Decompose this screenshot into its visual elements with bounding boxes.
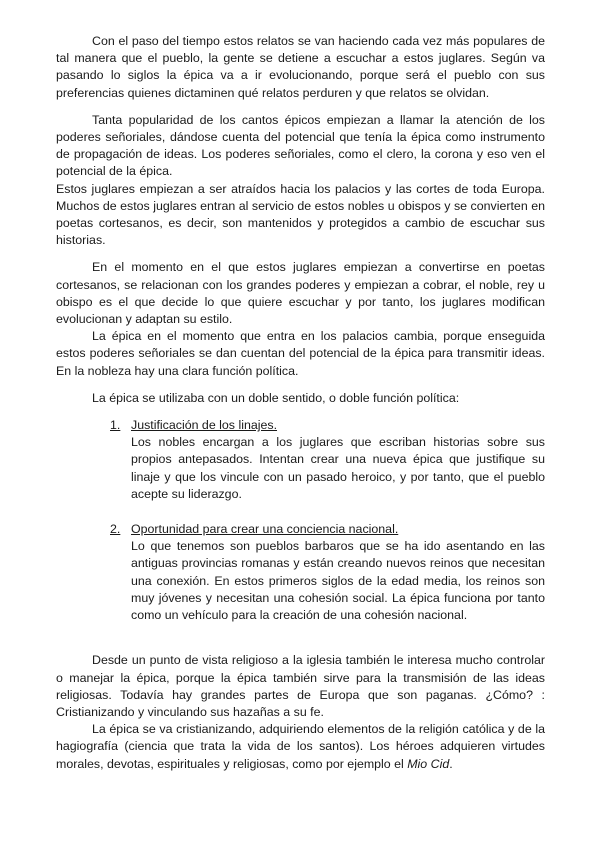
list-item-body: Los nobles encargan a los juglares que escriban historias sobre sus propios antepasados. Intentan crear una nueva épica que justifique su linaje y que los vincule con un pasado heroico, y por tanto, que el pueblo acepte su liderazgo. (131, 435, 545, 501)
list-item-number: 1. (110, 418, 121, 433)
list-item-number: 2. (110, 522, 121, 537)
paragraph-political-function: La épica en el momento que entra en los palacios cambia, porque enseguida estos poderes señoriales se dan cuentan del potencial de la épica para transmitir ideas. En la nobleza hay una clara función política. (56, 329, 545, 378)
list-item-body: Lo que tenemos son pueblos barbaros que se ha ido asentando en las antiguas provincias romanas y están creando nuevos reinos que necesitan una conexión. En estos primeros siglos de la edad media, los reinos son muy jóvenes y necesitan una cohesión social. La épica funciona por tanto como un vehículo para la creación de una cohesión nacional. (131, 539, 545, 623)
mio-cid-title: Mio Cid (407, 756, 450, 771)
paragraph-religious: Desde un punto de vista religioso a la iglesia también le interesa mucho controlar o manejar la épica, porque la épica también sirve para la transmisión de las ideas religiosas. Todavía hay grandes partes de Europa que son paganas. ¿Cómo? : Cristianizando y vinculando sus hazañas a su fe. (56, 653, 545, 719)
christianization-end: . (449, 756, 453, 771)
paragraph-double-sense: La épica se utilizaba con un doble sentido, o doble función política: (92, 390, 460, 405)
list-item-title: Oportunidad para crear una conciencia nacional. (131, 522, 399, 537)
paragraph-court-poets: En el momento en el que estos juglares empiezan a convertirse en poetas cortesanos, se relacionan con los grandes poderes y empiezan a cobrar, el noble, rey u obispo es el que decide lo que quiere escuchar y por tanto, los juglares modifican evolucionan y adaptan su estilo. (56, 260, 545, 327)
paragraph-seigniorial-powers: Tanta popularidad de los cantos épicos empiezan a llamar la atención de los poderes señoriales, dándose cuenta del potencial que tenía la épica como instrumento de propagación de ideas. Los poderes señoriales, como el clero, la corona y eso ven el potencial de la épica. (56, 112, 545, 179)
list-item (110, 417, 545, 503)
paragraph-popularity: Con el paso del tiempo estos relatos se van haciendo cada vez más populares de tal manera que el pueblo, la gente se detiene a escuchar a estos juglares. Según va pasando lo siglos la épica va a ir evolucionando, porque será el pueblo con sus preferencias quienes dictaminen qué relatos perduren y que relatos se olvidan. (56, 34, 545, 100)
list-item-title: Justificación de los linajes. (131, 418, 278, 433)
paragraph-christianization (56, 721, 545, 773)
list-item (110, 521, 545, 624)
section-spacer (56, 624, 545, 642)
christianization-text: La épica se va cristianizando, adquiriendo elementos de la religión católica y de la hagiografía (ciencia que trata la vida de los santos). Los héroes adquieren virtudes morales, devotas, espirituales y religiosas, como por ejemplo el (56, 722, 545, 771)
paragraph-courts: Estos juglares empiezan a ser atraídos hacia los palacios y las cortes de toda Europa. Muchos de estos juglares entran al servicio de estos nobles u obispos y se convierten en poetas cortesanos, es decir, son mantenidos y protegidos a cambio de escuchar sus historias. (56, 181, 545, 248)
